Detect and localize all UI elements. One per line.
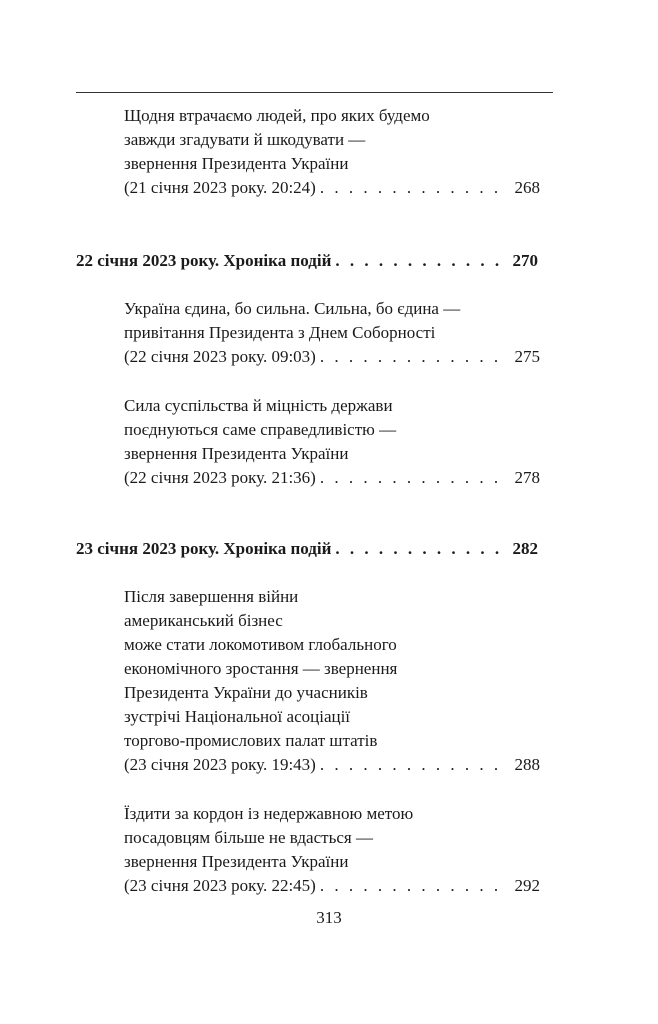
page-number: 275 bbox=[514, 347, 540, 366]
dot-leader bbox=[320, 753, 508, 777]
section-line bbox=[76, 537, 538, 561]
dot-leader bbox=[320, 345, 508, 369]
entry-line: Україна єдина, бо сильна. Сильна, бо єдина — bbox=[124, 299, 461, 318]
entry-date: (22 січня 2023 року. 21:36) bbox=[124, 468, 316, 487]
toc-entry bbox=[124, 585, 540, 777]
dot-leader bbox=[320, 874, 508, 898]
entry-line: економічного зростання — звернення bbox=[124, 659, 398, 678]
entry-last-line bbox=[124, 176, 540, 200]
section-line bbox=[76, 249, 538, 273]
entry-line: американський бізнес bbox=[124, 611, 283, 630]
entry-last-line bbox=[124, 466, 540, 490]
page-number: 282 bbox=[512, 539, 538, 558]
page-number: 270 bbox=[512, 251, 538, 270]
entry-line: Щодня втрачаємо людей, про яких будемо bbox=[124, 106, 430, 125]
entry-line: поєднуються саме справедливістю — bbox=[124, 420, 397, 439]
folio-page-number: 313 bbox=[316, 908, 342, 927]
entry-line: звернення Президента України bbox=[124, 852, 349, 871]
entry-line: Їздити за кордон із недержавною метою bbox=[124, 804, 414, 823]
toc-entry bbox=[124, 297, 540, 369]
entry-date: (23 січня 2023 року. 22:45) bbox=[124, 876, 316, 895]
dot-leader bbox=[335, 249, 506, 273]
top-rule bbox=[76, 92, 553, 93]
entry-line: торгово-промислових палат штатів bbox=[124, 731, 378, 750]
entry-line: звернення Президента України bbox=[124, 154, 349, 173]
entry-line: завжди згадувати й шкодувати — bbox=[124, 130, 366, 149]
page-number: 288 bbox=[514, 755, 540, 774]
entry-last-line bbox=[124, 753, 540, 777]
section-title: 23 січня 2023 року. Хроніка подій bbox=[76, 539, 332, 558]
dot-leader bbox=[320, 466, 508, 490]
dot-leader bbox=[335, 537, 506, 561]
page-number: 268 bbox=[514, 178, 540, 197]
toc-entry bbox=[124, 104, 540, 200]
toc-section bbox=[76, 537, 538, 561]
entry-date: (22 січня 2023 року. 09:03) bbox=[124, 347, 316, 366]
toc-entry bbox=[124, 802, 540, 898]
dot-leader bbox=[320, 176, 508, 200]
entry-line: Президента України до учасників bbox=[124, 683, 368, 702]
entry-date: (23 січня 2023 року. 19:43) bbox=[124, 755, 316, 774]
entry-line: звернення Президента України bbox=[124, 444, 349, 463]
entry-last-line bbox=[124, 345, 540, 369]
toc-entry bbox=[124, 394, 540, 490]
entry-date: (21 січня 2023 року. 20:24) bbox=[124, 178, 316, 197]
entry-line: привітання Президента з Днем Соборності bbox=[124, 323, 436, 342]
entry-line: Після завершення війни bbox=[124, 587, 299, 606]
entry-line: Сила суспільства й міцність держави bbox=[124, 396, 393, 415]
toc-section bbox=[76, 249, 538, 273]
entry-line: посадовцям більше не вдасться — bbox=[124, 828, 373, 847]
entry-line: зустрічі Національної асоціації bbox=[124, 707, 351, 726]
page-number: 278 bbox=[514, 468, 540, 487]
entry-last-line bbox=[124, 874, 540, 898]
section-title: 22 січня 2023 року. Хроніка подій bbox=[76, 251, 332, 270]
page-number: 292 bbox=[514, 876, 540, 895]
entry-line: може стати локомотивом глобального bbox=[124, 635, 397, 654]
